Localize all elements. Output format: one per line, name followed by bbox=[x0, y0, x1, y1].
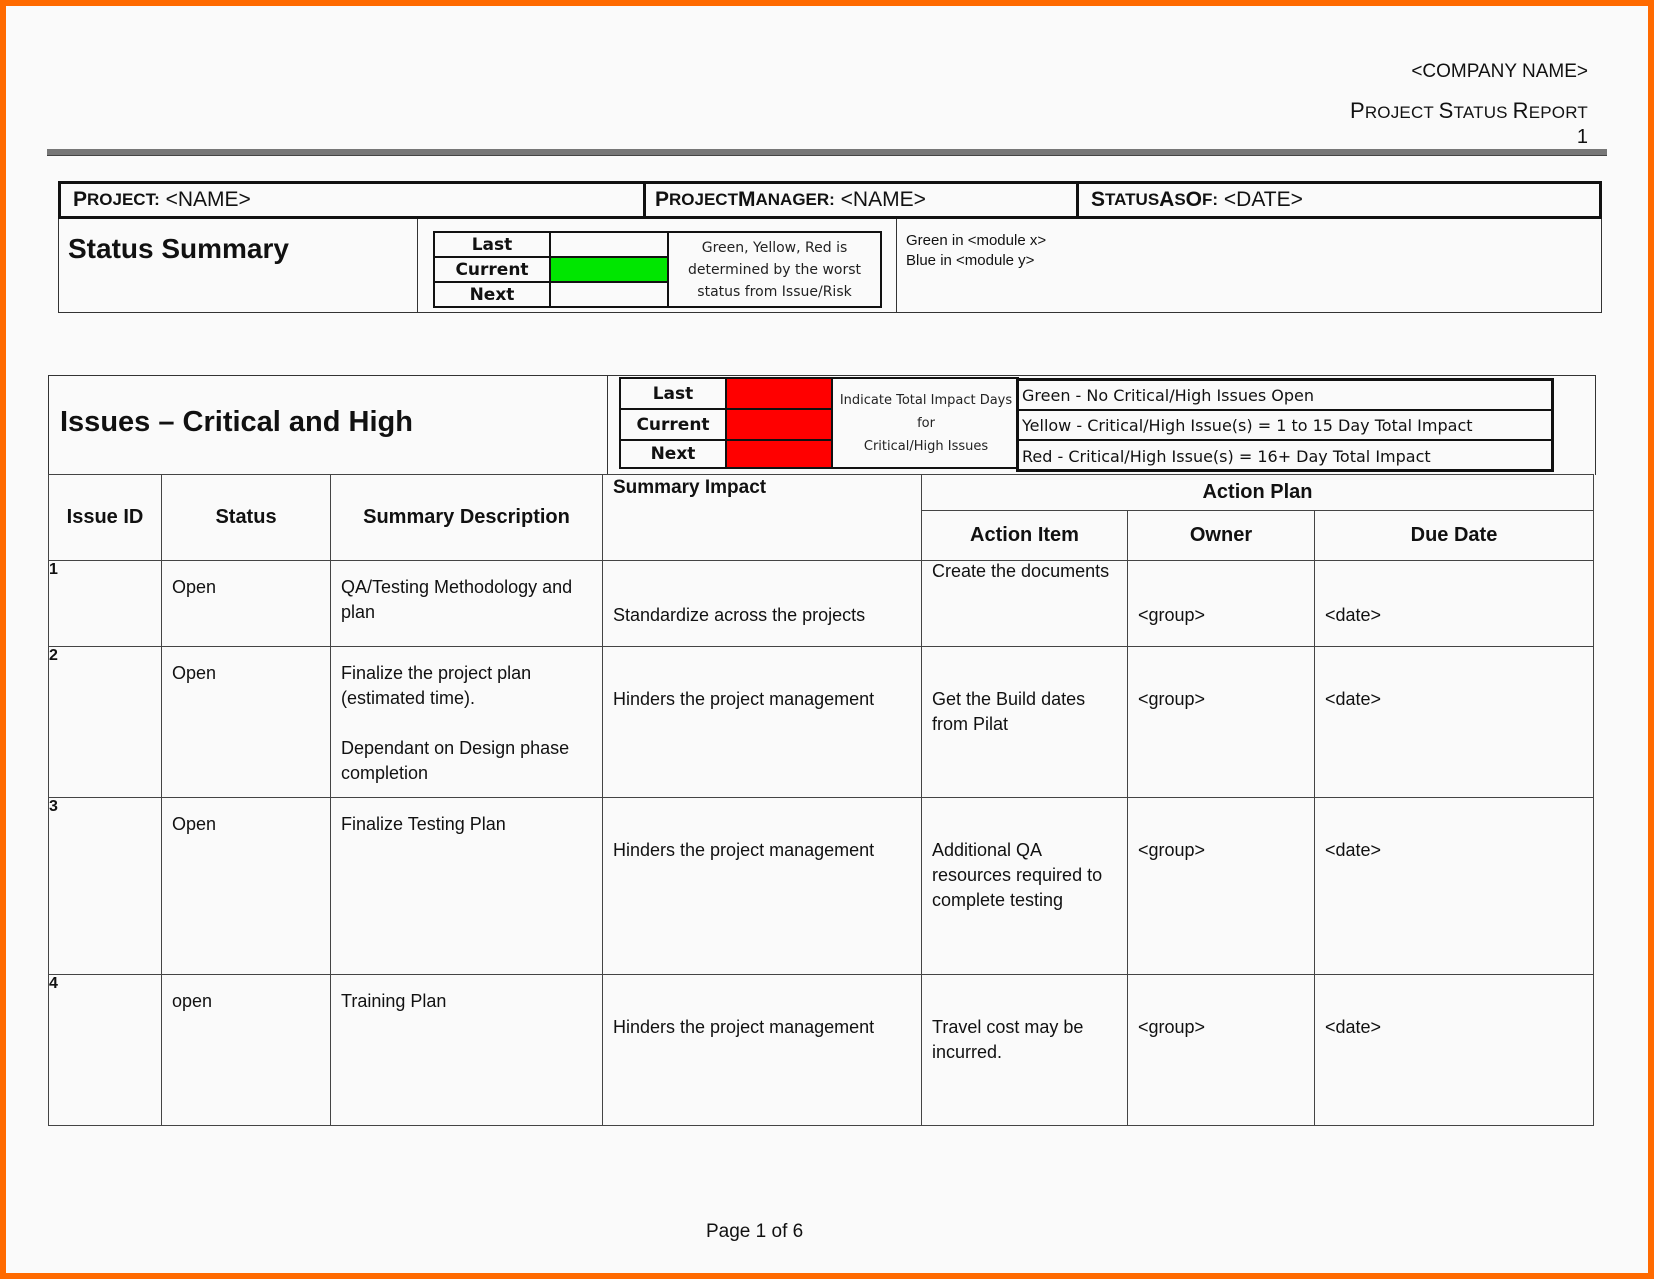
issues-table bbox=[48, 474, 1594, 1126]
issue-status: Open bbox=[172, 663, 217, 683]
issues-label: Last bbox=[620, 378, 726, 409]
issue-description: Finalize Testing Plan bbox=[341, 814, 506, 834]
summary-divider bbox=[417, 219, 418, 313]
issues-label: Current bbox=[620, 409, 726, 440]
issues-indicator bbox=[619, 377, 1019, 469]
issues-legend bbox=[1016, 378, 1554, 472]
issue-owner: <group> bbox=[1138, 840, 1206, 860]
company-name: <COMPANY NAME> bbox=[1411, 61, 1588, 82]
status-label: Current bbox=[434, 257, 550, 282]
issue-id: 4 bbox=[49, 975, 162, 1126]
status-swatch-last bbox=[550, 232, 668, 257]
legend-green: Green - No Critical/High Issues Open bbox=[1019, 381, 1551, 411]
issues-swatch bbox=[726, 378, 832, 409]
col-due-date: Due Date bbox=[1315, 511, 1594, 561]
issue-action: Create the documents bbox=[932, 561, 1110, 581]
col-summary-description: Summary Description bbox=[331, 475, 603, 561]
issue-id: 3 bbox=[49, 798, 162, 975]
status-summary-title: Status Summary bbox=[68, 233, 289, 264]
status-label: Last bbox=[434, 232, 550, 257]
table-row bbox=[49, 561, 1594, 647]
table-row bbox=[49, 798, 1594, 975]
report-number: 1 bbox=[1576, 126, 1588, 148]
issue-status: Open bbox=[172, 577, 217, 597]
module-note: Green in <module x> Blue in <module y> bbox=[906, 232, 1047, 269]
issue-due-date: <date> bbox=[1325, 689, 1382, 709]
issue-status: Open bbox=[172, 814, 217, 834]
issue-action: Additional QA resources required to complete testing bbox=[932, 840, 1103, 910]
legend-red: Red - Critical/High Issue(s) = 16+ Day Total Impact bbox=[1022, 446, 1431, 466]
issue-id: 1 bbox=[49, 561, 162, 647]
summary-divider bbox=[896, 219, 897, 313]
issue-owner: <group> bbox=[1138, 605, 1206, 625]
issue-description: QA/Testing Methodology and plan bbox=[341, 577, 573, 622]
issue-due-date: <date> bbox=[1325, 1017, 1382, 1037]
status-swatch-next bbox=[550, 282, 668, 307]
issue-description: Finalize the project plan (estimated time). Dependant on Design phase completion bbox=[341, 663, 570, 783]
table-row bbox=[49, 647, 1594, 798]
issues-swatch bbox=[726, 440, 832, 468]
header-rule bbox=[47, 149, 1607, 156]
col-action-plan: Action Plan bbox=[922, 475, 1594, 511]
legend-yellow: Yellow - Critical/High Issue(s) = 1 to 15 Day Total Impact bbox=[1019, 411, 1551, 441]
status-swatch-current bbox=[550, 257, 668, 282]
issue-action: Get the Build dates from Pilat bbox=[932, 689, 1086, 734]
issues-title: Issues – Critical and High bbox=[60, 406, 413, 438]
status-note: Green, Yellow, Red is determined by the worst status from Issue/Risk bbox=[668, 232, 881, 307]
status-summary-indicator bbox=[433, 231, 882, 308]
col-issue-id: Issue ID bbox=[49, 475, 162, 561]
col-summary-impact: Summary Impact bbox=[603, 475, 922, 561]
issue-action: Travel cost may be incurred. bbox=[932, 1017, 1084, 1062]
issue-due-date: <date> bbox=[1325, 605, 1382, 625]
status-label: Next bbox=[434, 282, 550, 307]
issue-impact: Standardize across the projects bbox=[613, 605, 866, 625]
issue-status: open bbox=[172, 991, 213, 1011]
issues-divider bbox=[607, 375, 608, 475]
project-field: P ROJECT: <NAME> bbox=[58, 181, 646, 219]
issue-impact: Hinders the project management bbox=[613, 689, 875, 709]
issues-note: Indicate Total Impact Days for Critical/High Issues bbox=[832, 378, 1019, 468]
col-owner: Owner bbox=[1128, 511, 1315, 561]
report-title: PROJECT STATUS REPORT bbox=[1349, 98, 1588, 123]
col-status: Status bbox=[162, 475, 331, 561]
project-manager-field: P ROJECT M ANAGER: <NAME> bbox=[643, 181, 1079, 219]
issue-owner: <group> bbox=[1138, 689, 1206, 709]
status-as-of-field: S TATUS A S O F: <DATE> bbox=[1076, 181, 1602, 219]
table-row bbox=[49, 975, 1594, 1126]
issues-swatch bbox=[726, 409, 832, 440]
issues-label: Next bbox=[620, 440, 726, 468]
issue-due-date: <date> bbox=[1325, 840, 1382, 860]
col-action-item: Action Item bbox=[922, 511, 1128, 561]
issue-description: Training Plan bbox=[341, 991, 447, 1011]
issue-id: 2 bbox=[49, 647, 162, 798]
report-page bbox=[6, 6, 1648, 1273]
issue-impact: Hinders the project management bbox=[613, 840, 875, 860]
issue-owner: <group> bbox=[1138, 1017, 1206, 1037]
issue-impact: Hinders the project management bbox=[613, 1017, 875, 1037]
page-footer: Page 1 of 6 bbox=[706, 1221, 804, 1242]
